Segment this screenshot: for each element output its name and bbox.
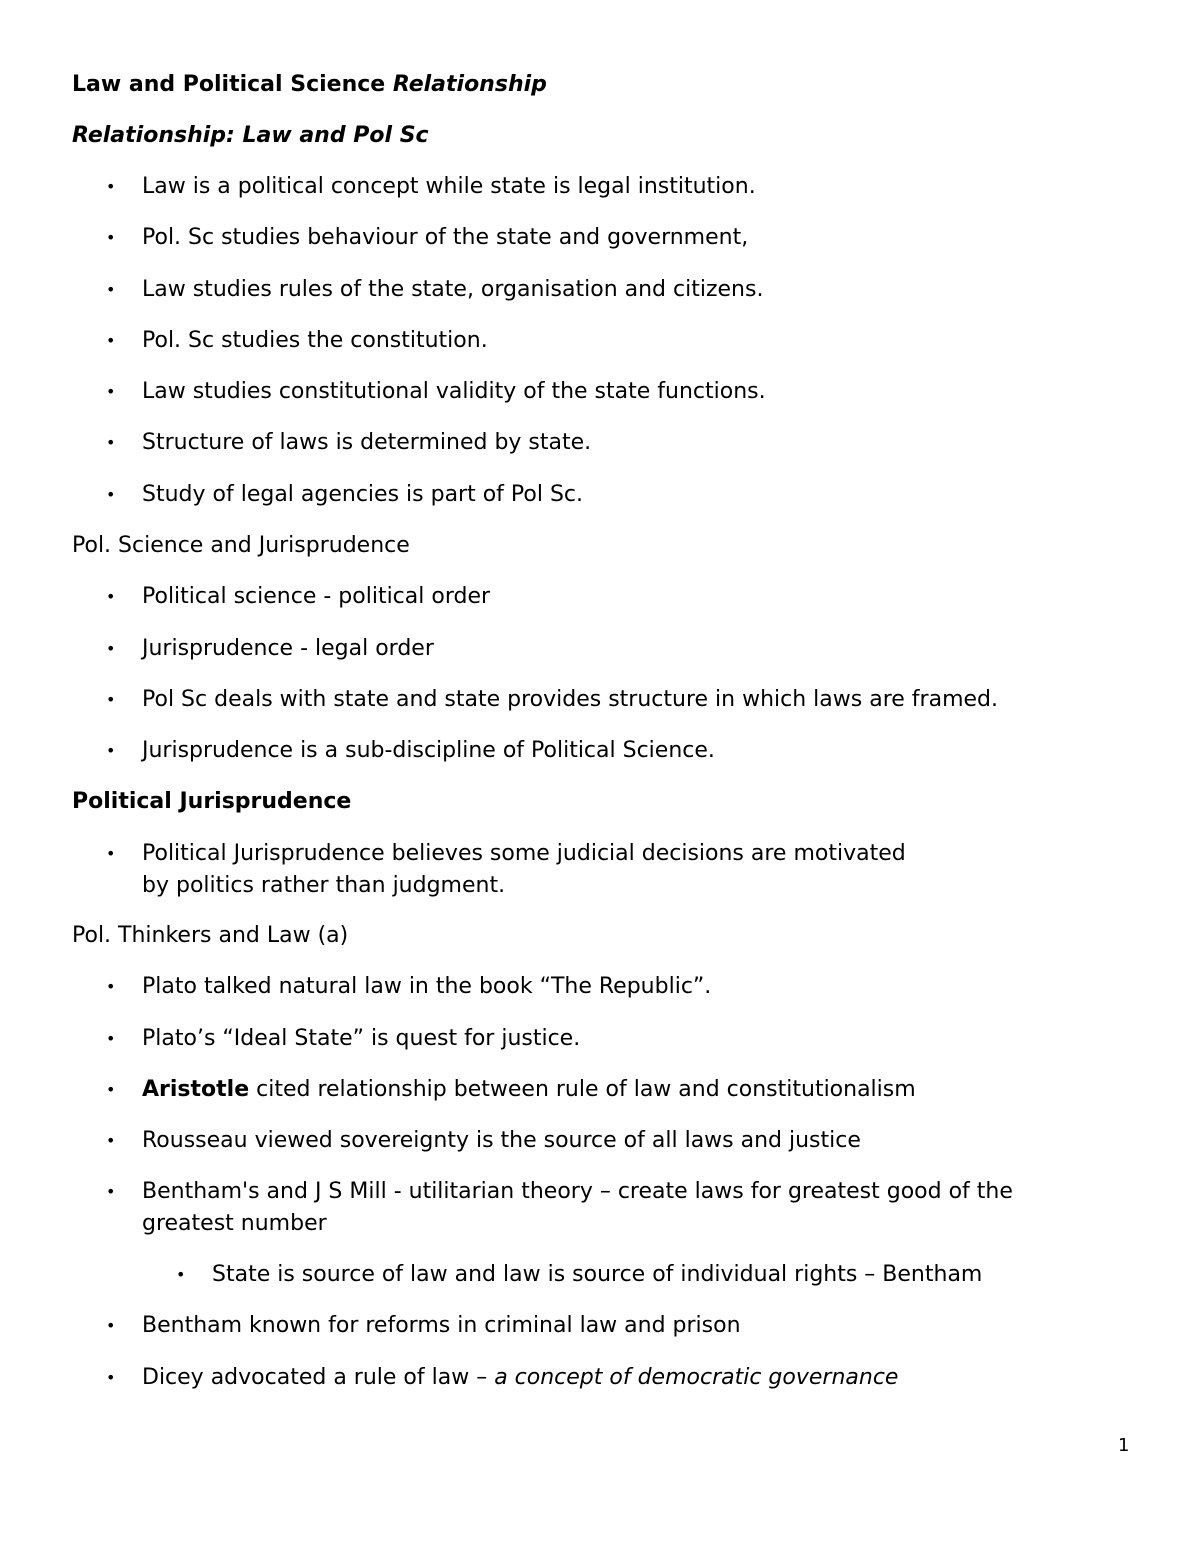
list-item: Jurisprudence is a sub-discipline of Political Science.	[142, 738, 715, 763]
sub-list-item: State is source of law and law is source of individual rights – Bentham	[212, 1262, 983, 1287]
dicey-italic-text: a concept of democratic governance	[494, 1365, 899, 1390]
page-number: 1	[1118, 1435, 1130, 1456]
list-item: Rousseau viewed sovereignty is the source of all laws and justice	[142, 1128, 861, 1153]
section-heading-thinkers: Pol. Thinkers and Law (a)	[72, 923, 349, 948]
bullet-icon: •	[106, 844, 116, 863]
bullet-icon: •	[106, 690, 116, 709]
list-item: Political science - political order	[142, 584, 491, 609]
list-item-dicey	[142, 1362, 898, 1394]
section-heading-jurisprudence: Pol. Science and Jurisprudence	[72, 533, 410, 558]
list-item: Jurisprudence - legal order	[142, 636, 434, 661]
bullet-icon: •	[106, 433, 116, 452]
list-item-line1: Political Jurisprudence believes some judicial decisions are motivated	[142, 841, 906, 866]
list-item: Structure of laws is determined by state.	[142, 430, 592, 455]
bullet-icon: •	[106, 1368, 116, 1387]
bullet-icon: •	[106, 382, 116, 401]
list-item: Law studies rules of the state, organisation and citizens.	[142, 277, 764, 302]
list-item: Plato talked natural law in the book “The Republic”.	[142, 974, 712, 999]
document-title-italic: Relationship	[392, 72, 547, 97]
bullet-icon: •	[106, 1182, 116, 1201]
list-item: Law studies constitutional validity of the state functions.	[142, 379, 766, 404]
bullet-icon: •	[106, 485, 116, 504]
dicey-text: Dicey advocated a rule of law –	[142, 1365, 495, 1390]
bullet-icon: •	[106, 587, 116, 606]
section-heading-relationship: Relationship: Law and Pol Sc	[72, 123, 429, 148]
bullet-icon: •	[106, 1316, 116, 1335]
list-item: Study of legal agencies is part of Pol Sc.	[142, 482, 584, 507]
document-title-plain: Law and Political Science	[72, 72, 393, 97]
bullet-icon: •	[106, 1131, 116, 1150]
aristotle-text: cited relationship between rule of law and constitutionalism	[249, 1077, 916, 1102]
bullet-icon: •	[106, 639, 116, 658]
list-item-aristotle	[142, 1074, 916, 1106]
list-item: Law is a political concept while state is legal institution.	[142, 174, 756, 199]
document-title	[72, 69, 547, 101]
bullet-icon: •	[106, 1029, 116, 1048]
bullet-icon: •	[106, 331, 116, 350]
section-heading-political-jurisprudence: Political Jurisprudence	[72, 789, 352, 814]
bullet-icon: •	[106, 280, 116, 299]
list-item-line2: by politics rather than judgment.	[142, 873, 506, 898]
bullet-icon: •	[106, 977, 116, 996]
list-item-line1: Bentham's and J S Mill - utilitarian theory – create laws for greatest good of the	[142, 1179, 1013, 1204]
list-item: Pol. Sc studies behaviour of the state and government,	[142, 225, 749, 250]
list-item: Bentham known for reforms in criminal law and prison	[142, 1313, 741, 1338]
list-item-line2: greatest number	[142, 1211, 327, 1236]
bullet-icon: •	[106, 228, 116, 247]
bullet-icon: •	[106, 177, 116, 196]
list-item: Plato’s “Ideal State” is quest for justice.	[142, 1026, 581, 1051]
list-item: Pol. Sc studies the constitution.	[142, 328, 488, 353]
bullet-icon: •	[106, 741, 116, 760]
bullet-icon: •	[106, 1080, 116, 1099]
aristotle-name: Aristotle	[142, 1077, 250, 1102]
sub-bullet-icon: •	[176, 1265, 186, 1284]
list-item: Pol Sc deals with state and state provides structure in which laws are framed.	[142, 687, 998, 712]
